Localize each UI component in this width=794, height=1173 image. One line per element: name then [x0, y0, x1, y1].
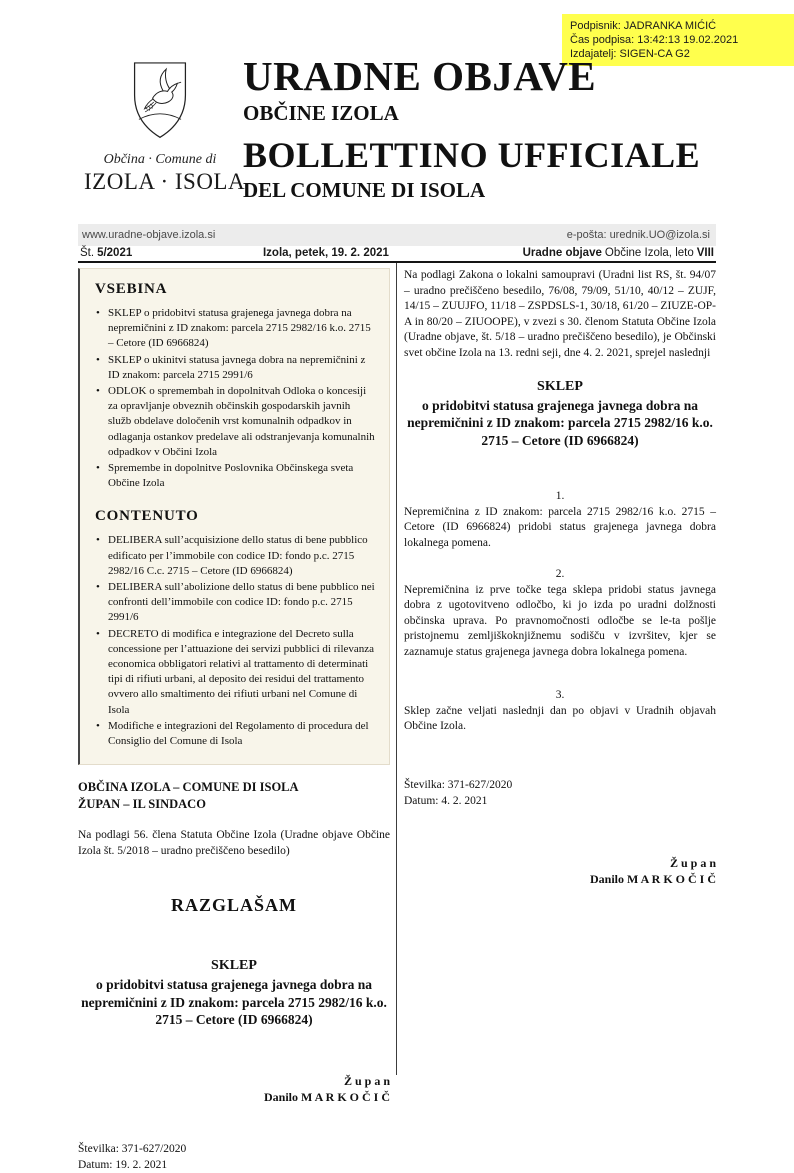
- masthead-title-slovenian: URADNE OBJAVE: [243, 53, 597, 99]
- editor-email: e-pošta: urednik.UO@izola.si: [566, 229, 710, 241]
- toc-heading-italian: CONTENUTO: [95, 508, 199, 525]
- dove-shield-icon: [129, 60, 191, 144]
- proclamation-heading: RAZGLAŠAM: [170, 895, 297, 916]
- website-url: www.uradne-objave.izola.si: [82, 229, 216, 241]
- reference-date: Datum: 4. 2. 2021: [404, 794, 488, 807]
- issue-number-value: 5/2021: [97, 246, 133, 259]
- toc-item: • Modifiche e integrazioni del Regolamento di procedura del Consiglio del Comune di Isola: [95, 719, 376, 749]
- info-bar: [78, 224, 716, 246]
- issue-edition-year: VIII: [696, 246, 714, 259]
- logo-caption-line1: Občina · Comune di: [103, 152, 217, 167]
- reference-number: Številka: 371-627/2020: [78, 1142, 187, 1155]
- table-of-contents-box: [78, 268, 390, 765]
- masthead-title-italian: BOLLETTINO UFFICIALE: [243, 135, 701, 175]
- article-number: 3.: [555, 689, 565, 701]
- stamp-time-line: Čas podpisa: 13:42:13 19.02.2021: [570, 34, 739, 46]
- reference-block: [404, 777, 716, 809]
- reference-block: [78, 1141, 390, 1173]
- signer-role: Ž u p a n: [343, 1073, 390, 1088]
- stamp-issuer-line: Izdajatelj: SIGEN-CA G2: [570, 48, 690, 60]
- toc-item: • ODLOK o spremembah in dopolnitvah Odloka o koncesiji za opravljanje obveznih občinskih gospodarskih javnih služb obdelave določenih vrst komunalnih odpadkov in odlaganja ostankov predelave ali odstranjevanja komunalnih odpadkov v Občini Izola: [95, 384, 376, 460]
- issue-edition-municipality: Občine Izola, leto: [604, 246, 694, 259]
- toc-item: • DECRETO di modifica e integrazione del Decreto sulla concessione per l’attuazione dei servizi pubblici di rilevanza economica obbligatori relativi al trattamento di determinati tipi di rifiuti urbani, al deposito dei residui del trattamento ovvero allo smaltimento dei rifiuti urbani nel Comune di Isola: [95, 627, 376, 718]
- decree-title: SKLEP: [537, 379, 583, 394]
- issue-date: Izola, petek, 19. 2. 2021: [262, 246, 389, 259]
- article-text: Sklep začne veljati naslednji dan po objavi v Uradnih objavah Občine Izola.: [404, 704, 716, 732]
- article-number: 2.: [555, 568, 565, 580]
- article-number: 1.: [555, 490, 565, 502]
- toc-item: • Spremembe in dopolnitve Poslovnika Občinskega sveta Občine Izola: [95, 461, 376, 491]
- legal-basis-paragraph: Na podlagi 56. člena Statuta Občine Izola (Uradne objave Občine Izola št. 5/2018 – uradno prečiščeno besedilo): [78, 829, 390, 857]
- article-text: Nepremičnina iz prve točke tega sklepa pridobi status javnega dobra z ugotovitveno odločbo, ki jo izda po uradni dolžnosti občinska uprava. Po pravnomočnosti odločbe se le-ta pošlje pristojnemu zemljiškoknjižnemu sodišču v izvršitev, kjer se zaznamuje status grajenega javnega dobra lokalnega pomena.: [404, 583, 716, 658]
- toc-item: • DELIBERA sull’acquisizione dello status di bene pubblico edificato per l’immobile con codice ID: fondo p.c. 2715 2982/16 C.c. 2715 – Cetore (ID 6966824): [95, 533, 376, 579]
- legal-basis-paragraph: Na podlagi Zakona o lokalni samoupravi (Uradni list RS, št. 94/07 – uradno prečiščeno besedilo, 76/08, 79/09, 51/10, 40/12 – ZUJF, 14/15 – ZUUJFO, 11/18 – ZSPDSLS-1, 30/18, 61/20 – ZIUZE-OP-A in 80/20 – ZIUOOPE), v zvezi s 30. členom Statuta Občine Izola (Uradne objave, št. 5/18 – uradno prečiščeno besedilo), je Občinski svet občine Izola na 13. redni seji, dne 4. 2. 2021, sprejel naslednji: [404, 269, 716, 359]
- toc-item: • SKLEP o pridobitvi statusa grajenega javnega dobra na nepremičnini z ID znakom: parcela 2715 2982/16 k.o. 2715 – Cetore (ID 6966824): [95, 306, 376, 352]
- toc-item: • SKLEP o ukinitvi statusa javnega dobra na nepremičnini z ID znakom: parcela 2715 2991/6: [95, 353, 376, 383]
- toc-heading-slovenian: VSEBINA: [95, 281, 168, 297]
- signer-role: Ž u p a n: [669, 855, 716, 870]
- signature-block: [404, 855, 716, 887]
- decree-title: SKLEP: [211, 958, 257, 974]
- authority-line1: OBČINA IZOLA – COMUNE DI ISOLA: [78, 780, 299, 795]
- issue-edition-title: Uradne objave: [522, 246, 602, 259]
- issuing-authority: [78, 779, 390, 813]
- authority-line2: ŽUPAN – IL SINDACO: [78, 797, 206, 812]
- decree-subtitle: o pridobitvi statusa grajenega javnega dobra na nepremičnini z ID znakom: parcela 2715 2982/16 k.o. 2715 – Cetore (ID 6966824): [81, 977, 387, 1028]
- signer-name: Danilo M A R K O Č I Č: [589, 871, 716, 886]
- issue-number: [80, 247, 132, 259]
- stamp-signer-line: Podpisnik: JADRANKA MIĆIĆ: [570, 20, 717, 32]
- logo-caption-line2: IZOLA · ISOLA: [84, 169, 246, 194]
- right-column: [404, 268, 716, 887]
- column-divider-rule: [396, 263, 397, 1075]
- municipality-logo: [84, 60, 246, 195]
- issue-edition: [520, 247, 714, 259]
- issue-bar: [78, 246, 716, 263]
- left-column: [78, 268, 390, 1173]
- reference-number: Številka: 371-627/2020: [404, 778, 513, 791]
- article-text: Nepremičnina z ID znakom: parcela 2715 2982/16 k.o. 2715 – Cetore (ID 6966824) pridobi status grajenega javnega dobra lokalnega pomena.: [404, 505, 716, 549]
- masthead-subtitle-slovenian: OBČINE IZOLA: [243, 101, 399, 125]
- masthead-subtitle-italian: DEL COMUNE DI ISOLA: [243, 178, 486, 202]
- masthead: [243, 54, 783, 203]
- reference-date: Datum: 19. 2. 2021: [78, 1158, 168, 1171]
- signer-name: Danilo M A R K O Č I Č: [263, 1089, 390, 1104]
- issue-number-label: Št.: [80, 246, 95, 259]
- toc-item: • DELIBERA sull’abolizione dello status di bene pubblico nei confronti dell’immobile con codice ID: fondo p.c. 2715 2991/6: [95, 580, 376, 626]
- signature-block: [78, 1073, 390, 1105]
- decree-subtitle: o pridobitvi statusa grajenega javnega dobra na nepremičnini z ID znakom: parcela 2715 2982/16 k.o. 2715 – Cetore (ID 6966824): [407, 397, 713, 448]
